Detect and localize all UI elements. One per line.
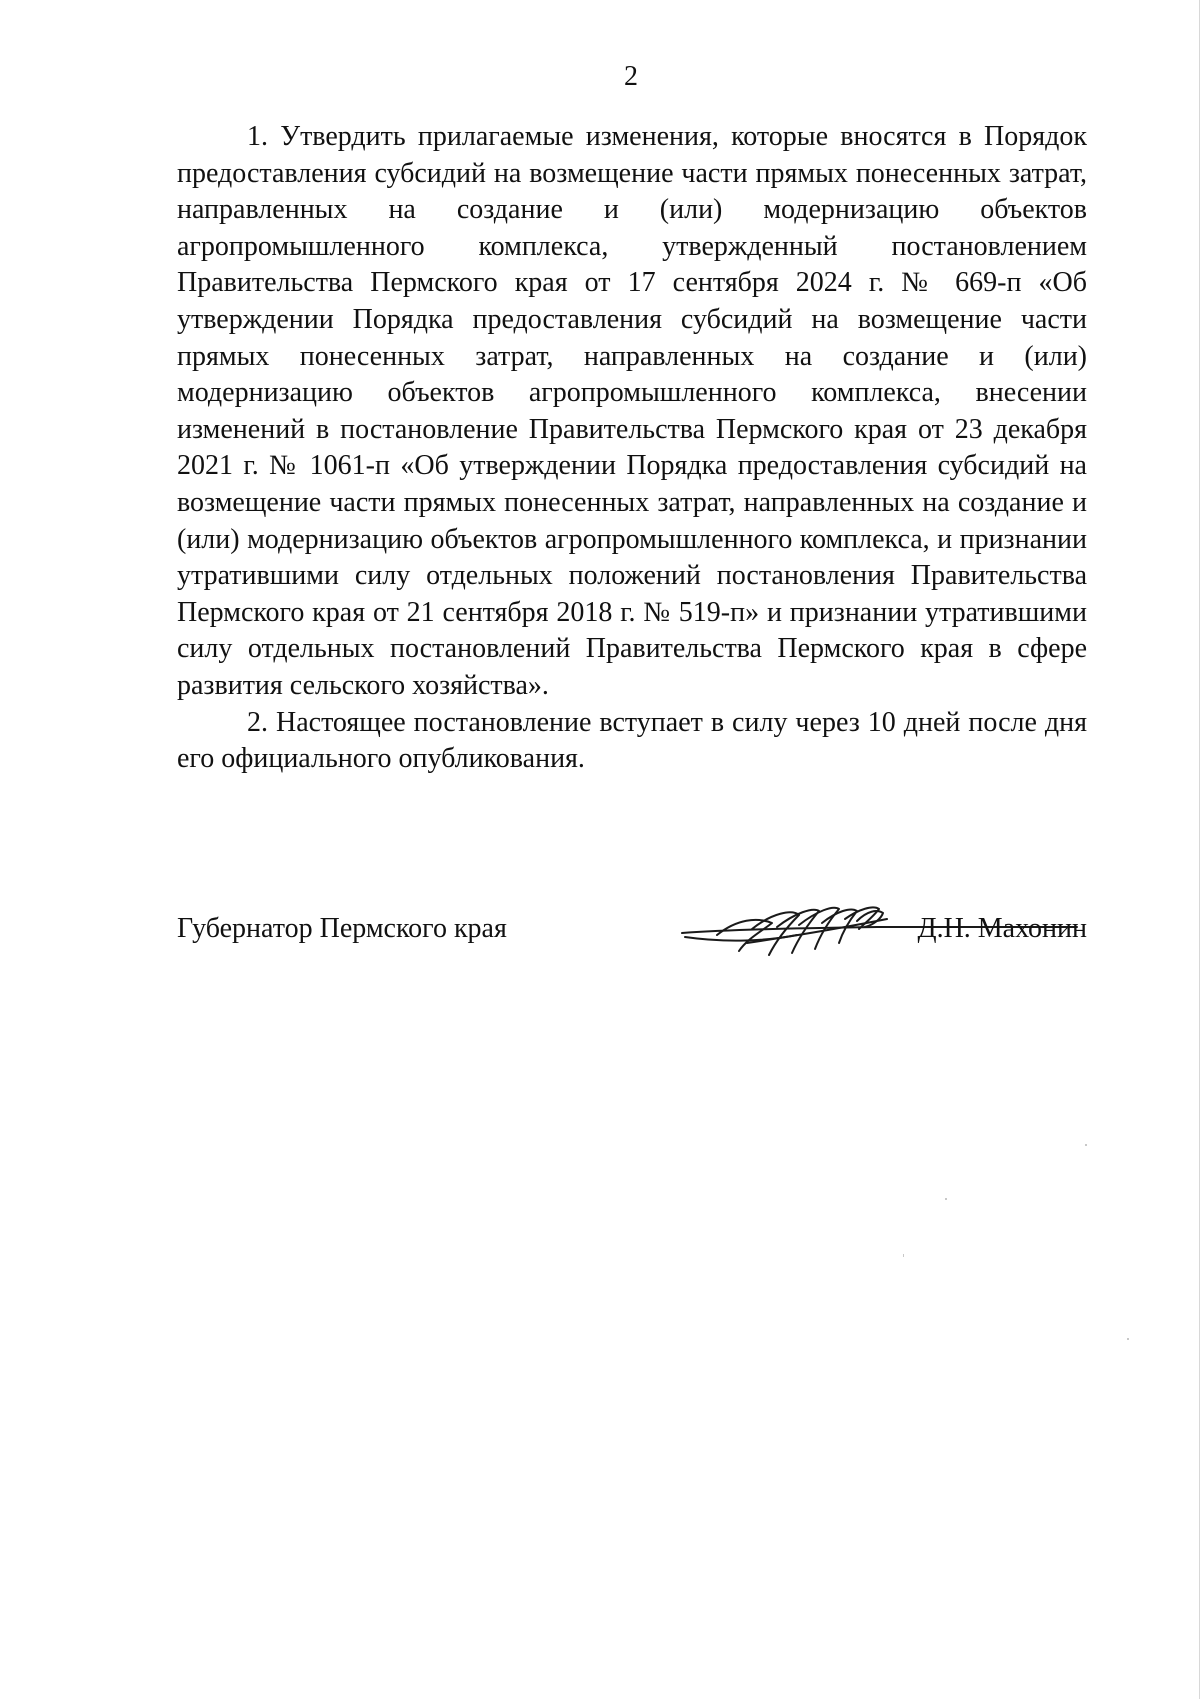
- scan-speck: [1127, 1338, 1129, 1340]
- scan-speck: [945, 1198, 947, 1200]
- paragraph-1: 1. Утвердить прилагаемые изменения, которые вносятся в Порядок предоставления субсидий на возмещение части прямых понесенных затрат, направленных на создание и (или) модернизацию объектов агропромышленного комплекса, утвержденный постановлением Правительства Пермского края от 17 сентября 2024 г. № 669-п «Об утверждении Порядка предоставления субсидий на возмещение части прямых понесенных затрат, направленных на создание и (или) модернизацию объектов агропромышленного комплекса, внесении изменений в постановление Правительства Пермского края от 23 декабря 2021 г. № 1061-п «Об утверждении Порядка предоставления субсидий на возмещение части прямых понесенных затрат, направленных на создание и (или) модернизацию объектов агропромышленного комплекса, и признании утратившими силу отдельных положений постановления Правительства Пермского края от 21 сентября 2018 г. № 519-п» и признании утратившими силу отдельных постановлений Правительства Пермского края в сфере развития сельского хозяйства».: [177, 121, 1087, 701]
- signatory-position: Губернатор Пермского края: [177, 913, 507, 944]
- page-number: 2: [624, 61, 638, 92]
- signatory-name: Д.Н. Махонин: [917, 913, 1087, 944]
- signature-block: [177, 911, 1087, 961]
- scan-speck: [903, 1254, 904, 1257]
- paragraph-2: 2. Настоящее постановление вступает в силу через 10 дней после дня его официального опубликования.: [177, 706, 1087, 775]
- scan-speck: [1085, 1144, 1087, 1146]
- document-body: [177, 119, 1087, 778]
